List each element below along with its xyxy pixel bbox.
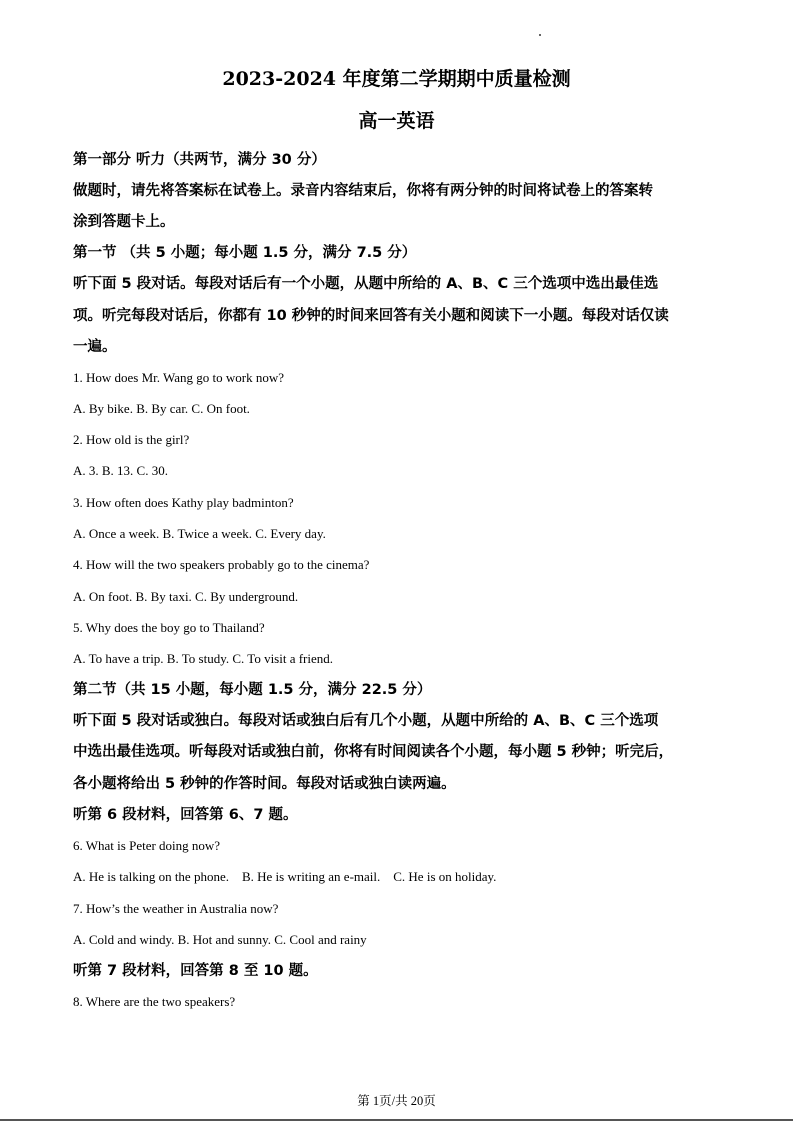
question-4: 4. How will the two speakers probably go to the cinema? [73, 557, 370, 572]
section1-instruction-line: 听下面 5 段对话。每段对话后有一个小题，从题中所给的 A、B、C 三个选项中选出最佳选 [73, 276, 659, 292]
scan-dot [539, 34, 541, 36]
section2-instruction-line: 各小题将给出 5 秒钟的作答时间。每段对话或独白读两遍。 [73, 776, 456, 792]
question-7: 7. How’s the weather in Australia now? [73, 901, 279, 916]
part1-instruction-line: 做题时，请先将答案标在试卷上。录音内容结束后，你将有两分钟的时间将试卷上的答案转 [73, 183, 653, 199]
question-1: 1. How does Mr. Wang go to work now? [73, 370, 285, 385]
question-2-options: A. 3. B. 13. C. 30. [73, 463, 168, 478]
page-number: 第 1页/共 20页 [357, 1094, 436, 1108]
section2-instruction-line: 听下面 5 段对话或独白。每段对话或独白后有几个小题，从题中所给的 A、B、C 三个选项 [73, 713, 659, 729]
question-1-options: A. By bike. B. By car. C. On foot. [73, 401, 250, 416]
question-3-options: A. Once a week. B. Twice a week. C. Every day. [73, 526, 326, 541]
exam-subtitle: 高一英语 [358, 110, 435, 132]
section2-instruction-line: 中选出最佳选项。听每段对话或独白前，你将有时间阅读各个小题，每小题 5 秒钟；听完后， [73, 744, 674, 760]
material-7-heading: 听第 7 段材料，回答第 8 至 10 题。 [73, 963, 318, 979]
part1-heading: 第一部分 听力（共两节，满分 30 分） [73, 152, 326, 168]
part1-instruction-line: 涂到答题卡上。 [73, 214, 175, 230]
question-7-options: A. Cold and windy. B. Hot and sunny. C. Cool and rainy [73, 932, 367, 947]
question-6: 6. What is Peter doing now? [73, 838, 221, 853]
section1-instruction-line: 项。听完每段对话后，你都有 10 秒钟的时间来回答有关小题和阅读下一小题。每段对话仅读 [73, 308, 669, 324]
question-2: 2. How old is the girl? [73, 432, 190, 447]
question-4-options: A. On foot. B. By taxi. C. By underground. [73, 589, 299, 604]
material-6-heading: 听第 6 段材料，回答第 6、7 题。 [73, 807, 298, 823]
question-8: 8. Where are the two speakers? [73, 994, 236, 1009]
question-3: 3. How often does Kathy play badminton? [73, 495, 294, 510]
bottom-rule [0, 1119, 793, 1121]
section1-heading: 第一节 （共 5 小题；每小题 1.5 分，满分 7.5 分） [73, 245, 417, 261]
section2-heading: 第二节（共 15 小题，每小题 1.5 分，满分 22.5 分） [73, 682, 432, 698]
exam-title: 2023-2024 年度第二学期期中质量检测 [222, 68, 571, 90]
section1-instruction-line: 一遍。 [73, 339, 117, 355]
question-5-options: A. To have a trip. B. To study. C. To visit a friend. [73, 651, 334, 666]
question-5: 5. Why does the boy go to Thailand? [73, 620, 265, 635]
question-6-options: A. He is talking on the phone. B. He is writing an e-mail. C. He is on holiday. [73, 869, 497, 884]
